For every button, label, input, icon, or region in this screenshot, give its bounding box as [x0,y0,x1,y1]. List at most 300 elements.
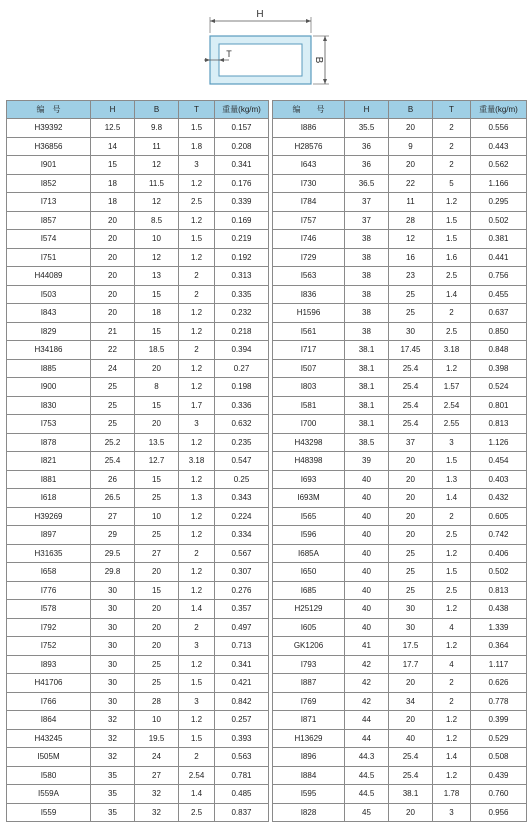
cell-h: 40 [345,489,389,508]
spec-table-left-body [7,119,269,822]
cell-h: 44 [345,711,389,730]
cell-b: 16 [389,248,433,267]
cell-b: 12 [135,193,179,212]
table-row [273,248,527,267]
cell-b: 20 [389,526,433,545]
cell-code: I685A [273,544,345,563]
cell-code: I658 [7,563,91,582]
cell-h: 20 [91,230,135,249]
cell-h: 42 [345,674,389,693]
column-header-h: H [91,101,135,119]
cell-b: 8 [135,378,179,397]
cell-code: I843 [7,304,91,323]
table-row [273,174,527,193]
cell-t: 1.6 [433,248,471,267]
cell-t: 1.5 [433,452,471,471]
tube-cross-section-diagram [0,0,532,100]
cell-b: 28 [389,211,433,230]
cell-h: 30 [91,581,135,600]
cell-b: 34 [389,692,433,711]
h-arrow-left [210,19,215,23]
cell-h: 29.8 [91,563,135,582]
cell-code: I829 [7,322,91,341]
table-row [273,119,527,138]
table-row [7,526,269,545]
table-row [7,359,269,378]
table-row [7,489,269,508]
cell-weight: 0.394 [215,341,269,360]
cell-b: 40 [389,729,433,748]
header-row [273,101,527,119]
column-header-b: B [135,101,179,119]
cell-b: 13.5 [135,433,179,452]
cell-b: 10 [135,711,179,730]
cell-h: 40 [345,526,389,545]
cell-t: 3 [179,415,215,434]
cell-h: 30 [91,692,135,711]
cell-h: 38.1 [345,378,389,397]
cell-weight: 0.27 [215,359,269,378]
table-row [7,507,269,526]
cell-b: 11 [389,193,433,212]
table-row [7,193,269,212]
cell-b: 12.7 [135,452,179,471]
cell-b: 8.5 [135,211,179,230]
cell-weight: 0.563 [215,748,269,767]
cell-weight: 0.219 [215,230,269,249]
cell-weight: 0.341 [215,156,269,175]
spec-table-right-header [273,101,527,119]
table-row [273,433,527,452]
cell-t: 1.2 [433,637,471,656]
cell-t: 1.5 [179,674,215,693]
cell-t: 1.5 [433,230,471,249]
cell-h: 20 [91,304,135,323]
cell-h: 12.5 [91,119,135,138]
cell-weight: 0.393 [215,729,269,748]
cell-t: 2.54 [433,396,471,415]
cell-t: 2 [433,507,471,526]
cell-weight: 0.208 [215,137,269,156]
cell-code: I766 [7,692,91,711]
cell-h: 38 [345,248,389,267]
cell-t: 2 [179,618,215,637]
cell-code: I559A [7,785,91,804]
cell-b: 22 [389,174,433,193]
cell-b: 9 [389,137,433,156]
cell-code: I503 [7,285,91,304]
cell-t: 2 [433,674,471,693]
header-row [7,101,269,119]
table-row [273,137,527,156]
cell-weight: 0.357 [215,600,269,619]
cell-code: I618 [7,489,91,508]
cell-h: 44.5 [345,766,389,785]
cell-weight: 0.176 [215,174,269,193]
cell-code: I776 [7,581,91,600]
cell-b: 25.4 [389,748,433,767]
cell-t: 1.5 [179,119,215,138]
cell-b: 20 [135,563,179,582]
cell-b: 20 [135,415,179,434]
table-row [273,581,527,600]
cell-b: 25 [389,285,433,304]
cell-code: I886 [273,119,345,138]
cell-h: 29.5 [91,544,135,563]
cell-code: I580 [7,766,91,785]
cell-t: 2.5 [179,803,215,822]
table-row [7,785,269,804]
cell-h: 44.3 [345,748,389,767]
cell-t: 2 [433,137,471,156]
cell-b: 20 [135,637,179,656]
cell-h: 25.4 [91,452,135,471]
cell-code: H39392 [7,119,91,138]
cell-weight: 0.224 [215,507,269,526]
cell-b: 11.5 [135,174,179,193]
table-row [273,692,527,711]
cell-b: 30 [389,618,433,637]
cell-h: 32 [91,748,135,767]
spec-table-left [6,100,269,822]
cell-h: 38 [345,285,389,304]
cell-h: 37 [345,193,389,212]
cell-b: 25 [135,526,179,545]
table-row [273,193,527,212]
cell-code: I792 [7,618,91,637]
cell-t: 1.7 [179,396,215,415]
cell-b: 20 [389,803,433,822]
cell-b: 11 [135,137,179,156]
cell-weight: 0.343 [215,489,269,508]
cell-h: 38.1 [345,415,389,434]
cell-code: I729 [273,248,345,267]
cell-code: I871 [273,711,345,730]
cell-t: 2 [179,267,215,286]
cell-code: I730 [273,174,345,193]
table-row [273,489,527,508]
cell-b: 27 [135,766,179,785]
cell-h: 38 [345,322,389,341]
cell-h: 35 [91,766,135,785]
cell-t: 2.5 [433,526,471,545]
cell-b: 20 [389,711,433,730]
spec-table-right-body [273,119,527,822]
cell-code: H13629 [273,729,345,748]
cell-weight: 0.626 [471,674,527,693]
cell-b: 25.4 [389,415,433,434]
cell-code: H44089 [7,267,91,286]
cell-h: 41 [345,637,389,656]
cell-b: 30 [389,600,433,619]
cell-t: 1.2 [179,211,215,230]
cell-code: I901 [7,156,91,175]
cell-code: I596 [273,526,345,545]
cell-weight: 0.169 [215,211,269,230]
cell-code: I857 [7,211,91,230]
cell-h: 18 [91,193,135,212]
table-row [7,803,269,822]
cell-weight: 0.403 [471,470,527,489]
cell-code: I561 [273,322,345,341]
cell-h: 44.5 [345,785,389,804]
cell-code: I757 [273,211,345,230]
cell-h: 38.1 [345,396,389,415]
cell-t: 1.78 [433,785,471,804]
cell-b: 12 [389,230,433,249]
cell-t: 3 [433,433,471,452]
cell-code: I505M [7,748,91,767]
table-row [7,711,269,730]
cell-h: 35.5 [345,119,389,138]
cell-h: 38 [345,230,389,249]
cell-b: 17.45 [389,341,433,360]
cell-b: 25.4 [389,359,433,378]
column-header-h: H [345,101,389,119]
cell-b: 15 [135,581,179,600]
cell-h: 36 [345,156,389,175]
cell-weight: 0.438 [471,600,527,619]
cell-code: I746 [273,230,345,249]
table-row [273,711,527,730]
cell-b: 20 [389,156,433,175]
cell-b: 25.4 [389,766,433,785]
cell-weight: 1.117 [471,655,527,674]
cell-weight: 0.276 [215,581,269,600]
cell-t: 2.5 [433,322,471,341]
table-row [273,267,527,286]
cell-weight: 0.742 [471,526,527,545]
cell-t: 1.5 [179,230,215,249]
cell-weight: 0.336 [215,396,269,415]
cell-b: 15 [135,396,179,415]
cell-weight: 0.842 [215,692,269,711]
cell-weight: 0.562 [471,156,527,175]
table-row [273,341,527,360]
cell-code: H31635 [7,544,91,563]
table-row [7,452,269,471]
table-row [7,563,269,582]
cell-b: 25 [135,489,179,508]
cell-t: 2.55 [433,415,471,434]
cell-t: 1.2 [433,544,471,563]
cell-b: 25 [135,655,179,674]
cell-t: 1.2 [179,563,215,582]
cell-code: I897 [7,526,91,545]
cell-t: 1.2 [179,378,215,397]
table-row [273,415,527,434]
cell-b: 20 [389,470,433,489]
cell-t: 1.3 [433,470,471,489]
cell-t: 1.5 [433,563,471,582]
cell-t: 2 [433,156,471,175]
cell-h: 37 [345,211,389,230]
cell-code: H39269 [7,507,91,526]
cell-t: 2.54 [179,766,215,785]
cell-t: 1.2 [433,711,471,730]
cell-h: 45 [345,803,389,822]
table-row [7,618,269,637]
cell-h: 26 [91,470,135,489]
cell-code: I828 [273,803,345,822]
table-row [273,637,527,656]
cell-weight: 0.497 [215,618,269,637]
table-row [7,285,269,304]
cell-weight: 0.502 [471,563,527,582]
cell-t: 2 [433,692,471,711]
table-row [273,618,527,637]
table-row [273,563,527,582]
cell-t: 1.2 [433,600,471,619]
cell-weight: 0.956 [471,803,527,822]
cell-b: 17.7 [389,655,433,674]
table-row [7,581,269,600]
cell-code: I643 [273,156,345,175]
table-row [7,119,269,138]
cell-t: 1.3 [179,489,215,508]
cell-weight: 0.235 [215,433,269,452]
cell-b: 30 [389,322,433,341]
cell-t: 1.2 [433,193,471,212]
cell-t: 1.5 [179,729,215,748]
cell-h: 38.5 [345,433,389,452]
table-row [273,544,527,563]
cell-h: 25 [91,378,135,397]
cell-h: 42 [345,692,389,711]
cell-h: 35 [91,803,135,822]
cell-weight: 0.398 [471,359,527,378]
cell-t: 1.2 [433,729,471,748]
column-header-b: B [389,101,433,119]
table-row [273,322,527,341]
cell-weight: 0.381 [471,230,527,249]
cell-code: GK1206 [273,637,345,656]
cell-weight: 0.801 [471,396,527,415]
table-row [7,211,269,230]
cell-t: 1.4 [179,600,215,619]
table-row [273,803,527,822]
cell-code: H36856 [7,137,91,156]
table-row [273,359,527,378]
column-header-weight: 重量(kg/m) [471,101,527,119]
cell-b: 32 [135,785,179,804]
cell-weight: 0.556 [471,119,527,138]
cell-code: H43245 [7,729,91,748]
table-row [7,637,269,656]
cell-h: 20 [91,267,135,286]
cell-weight: 0.850 [471,322,527,341]
cell-h: 30 [91,600,135,619]
cell-weight: 0.439 [471,766,527,785]
cell-b: 20 [389,489,433,508]
cell-b: 28 [135,692,179,711]
cell-weight: 0.502 [471,211,527,230]
cell-weight: 0.778 [471,692,527,711]
cell-b: 32 [135,803,179,822]
cell-t: 1.4 [433,489,471,508]
cell-code: H48398 [273,452,345,471]
cell-h: 20 [91,211,135,230]
cell-b: 20 [389,119,433,138]
cell-weight: 0.605 [471,507,527,526]
cell-weight: 0.334 [215,526,269,545]
cell-b: 20 [389,507,433,526]
table-row [273,285,527,304]
cell-h: 36 [345,137,389,156]
cell-h: 25 [91,415,135,434]
cell-t: 2 [433,304,471,323]
cell-weight: 0.406 [471,544,527,563]
cell-weight: 1.126 [471,433,527,452]
cell-code: I885 [7,359,91,378]
cell-weight: 0.547 [215,452,269,471]
cell-t: 1.2 [179,248,215,267]
cell-t: 2.5 [433,581,471,600]
table-row [273,452,527,471]
b-arrow-top [323,36,327,41]
cell-h: 18 [91,174,135,193]
cell-weight: 1.166 [471,174,527,193]
cell-h: 36.5 [345,174,389,193]
cell-code: I507 [273,359,345,378]
cell-h: 14 [91,137,135,156]
cell-t: 4 [433,618,471,637]
cell-weight: 0.454 [471,452,527,471]
cell-h: 38 [345,304,389,323]
table-row [7,544,269,563]
cell-weight: 0.760 [471,785,527,804]
table-row [273,766,527,785]
cell-code: I717 [273,341,345,360]
cell-weight: 0.295 [471,193,527,212]
cell-b: 12 [135,156,179,175]
cell-code: I896 [273,748,345,767]
cell-code: H43298 [273,433,345,452]
cell-t: 2 [433,119,471,138]
cell-h: 40 [345,470,389,489]
cell-h: 20 [91,285,135,304]
cell-h: 40 [345,507,389,526]
column-header-t: T [179,101,215,119]
cell-weight: 0.813 [471,415,527,434]
cell-t: 1.2 [433,766,471,785]
table-row [273,378,527,397]
cell-b: 10 [135,230,179,249]
cell-weight: 0.713 [215,637,269,656]
table-row [273,304,527,323]
cell-weight: 0.567 [215,544,269,563]
cell-weight: 0.341 [215,655,269,674]
cell-h: 15 [91,156,135,175]
cell-b: 18.5 [135,341,179,360]
cell-weight: 0.485 [215,785,269,804]
cell-h: 40 [345,600,389,619]
cell-t: 1.4 [433,748,471,767]
cell-code: I881 [7,470,91,489]
cell-weight: 0.257 [215,711,269,730]
cell-t: 2 [179,748,215,767]
cell-b: 37 [389,433,433,452]
cell-b: 38.1 [389,785,433,804]
cell-h: 30 [91,674,135,693]
cell-weight: 0.637 [471,304,527,323]
cell-code: I821 [7,452,91,471]
table-row [7,322,269,341]
cell-code: I864 [7,711,91,730]
cell-code: I752 [7,637,91,656]
cell-h: 32 [91,729,135,748]
t-label: T [226,49,232,59]
